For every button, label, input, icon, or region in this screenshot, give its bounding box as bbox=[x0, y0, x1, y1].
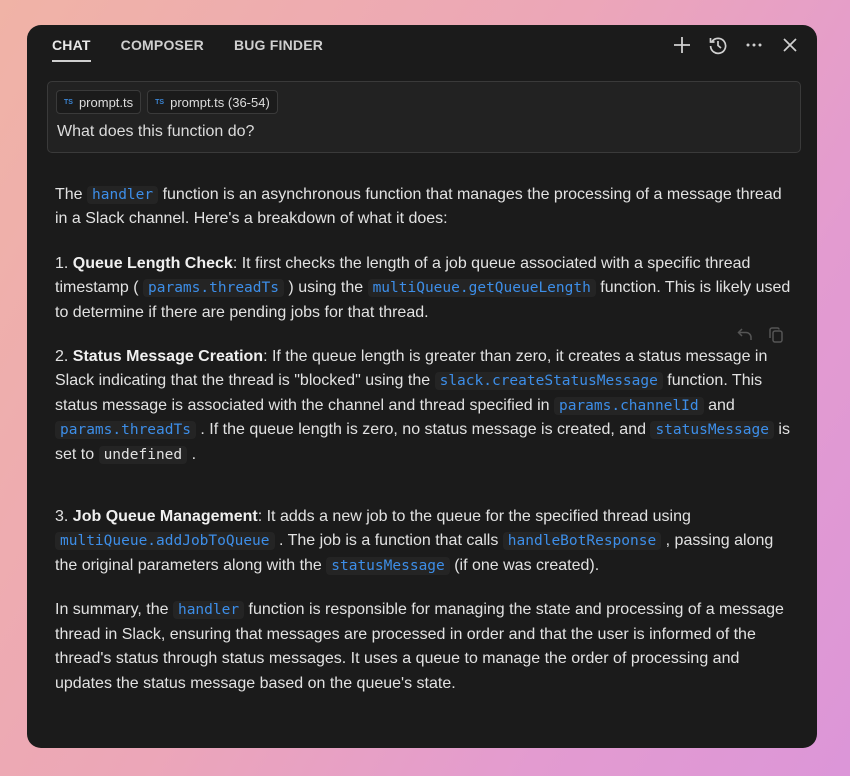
context-chips bbox=[56, 90, 278, 114]
code-reference: handler bbox=[87, 186, 158, 204]
tab-composer[interactable]: COMPOSER bbox=[120, 37, 204, 53]
text-segment: is set to bbox=[55, 421, 790, 463]
tab-chat[interactable]: CHAT bbox=[52, 37, 91, 62]
text-segment: function. This status message is associated with the channel and thread specified in bbox=[55, 372, 763, 414]
text-segment: : If the queue length is greater than zero, it creates a status message in Slack indicating that the thread is "blocked" using the bbox=[55, 348, 768, 390]
text-segment: : It adds a new job to the queue for the specified thread using bbox=[257, 508, 691, 526]
text-segment: function is an asynchronous function that manages the processing of a message thread in a Slack channel. Here's a breakdown of what it does: bbox=[55, 186, 782, 228]
text-segment: (if one was created). bbox=[449, 556, 600, 574]
code-literal: undefined bbox=[99, 446, 188, 464]
text-segment: : It first checks the length of a job queue associated with a specific thread timestamp ( bbox=[55, 254, 751, 297]
text-segment: The bbox=[55, 186, 88, 203]
code-reference: handler bbox=[173, 601, 244, 619]
typescript-icon: TS bbox=[64, 98, 73, 106]
section-heading: Queue Length Check bbox=[72, 254, 233, 272]
response-paragraph bbox=[55, 183, 797, 232]
text-segment: 1. bbox=[55, 254, 73, 272]
text-segment: function. This is likely used to determine if there are pending jobs for that thread. bbox=[55, 279, 791, 321]
text-segment: 2. bbox=[55, 348, 73, 366]
code-reference: params.threadTs bbox=[143, 279, 284, 297]
code-reference: params.channelId bbox=[554, 397, 704, 415]
text-segment: , passing along the original parameters along with the bbox=[55, 532, 774, 574]
code-reference: multiQueue.getQueueLength bbox=[368, 279, 596, 297]
text-segment: function is responsible for managing the state and processing of a message thread in Slack, ensuring that messages are processed in order and that the user is informed of the thread's status through status messages. It uses a queue to manage the order of processing and updates the status message based on the queue's state. bbox=[55, 601, 784, 692]
code-reference: statusMessage bbox=[326, 557, 450, 575]
question-text: What does this function do? bbox=[57, 123, 255, 140]
code-reference: handleBotResponse bbox=[503, 532, 661, 550]
file-chip[interactable] bbox=[56, 90, 141, 114]
history-icon[interactable] bbox=[707, 34, 729, 56]
chip-label: prompt.ts bbox=[78, 94, 134, 110]
prompt-input[interactable] bbox=[47, 81, 801, 153]
code-reference: statusMessage bbox=[650, 421, 774, 439]
close-icon[interactable] bbox=[779, 34, 801, 56]
section-heading: Status Message Creation bbox=[72, 348, 264, 366]
more-icon[interactable] bbox=[743, 34, 765, 56]
text-segment: and bbox=[703, 396, 735, 414]
response-paragraph bbox=[55, 345, 797, 467]
text-segment: 3. bbox=[55, 508, 73, 526]
assistant-response bbox=[55, 183, 797, 716]
text-segment: In summary, the bbox=[55, 601, 173, 619]
text-segment: . The job is a function that calls bbox=[274, 532, 503, 550]
code-reference: slack.createStatusMessage bbox=[435, 372, 663, 390]
plus-icon[interactable] bbox=[671, 34, 693, 56]
typescript-icon: TS bbox=[155, 98, 165, 106]
code-reference: params.threadTs bbox=[55, 421, 196, 439]
text-segment: . If the queue length is zero, no status message is created, and bbox=[195, 421, 651, 439]
header-actions bbox=[671, 34, 801, 56]
tab-bar bbox=[52, 37, 323, 62]
response-paragraph bbox=[55, 598, 797, 696]
chat-panel bbox=[27, 25, 817, 748]
text-segment: ) using the bbox=[283, 279, 368, 297]
response-paragraph bbox=[55, 252, 797, 325]
file-range-chip[interactable] bbox=[147, 90, 278, 114]
text-segment: . bbox=[187, 445, 197, 463]
chip-label: prompt.ts (36-54) bbox=[170, 94, 270, 110]
section-heading: Job Queue Management bbox=[72, 508, 258, 526]
tab-bug-finder[interactable]: BUG FINDER bbox=[233, 37, 324, 53]
response-paragraph bbox=[55, 505, 797, 578]
code-reference: multiQueue.addJobToQueue bbox=[55, 532, 275, 550]
